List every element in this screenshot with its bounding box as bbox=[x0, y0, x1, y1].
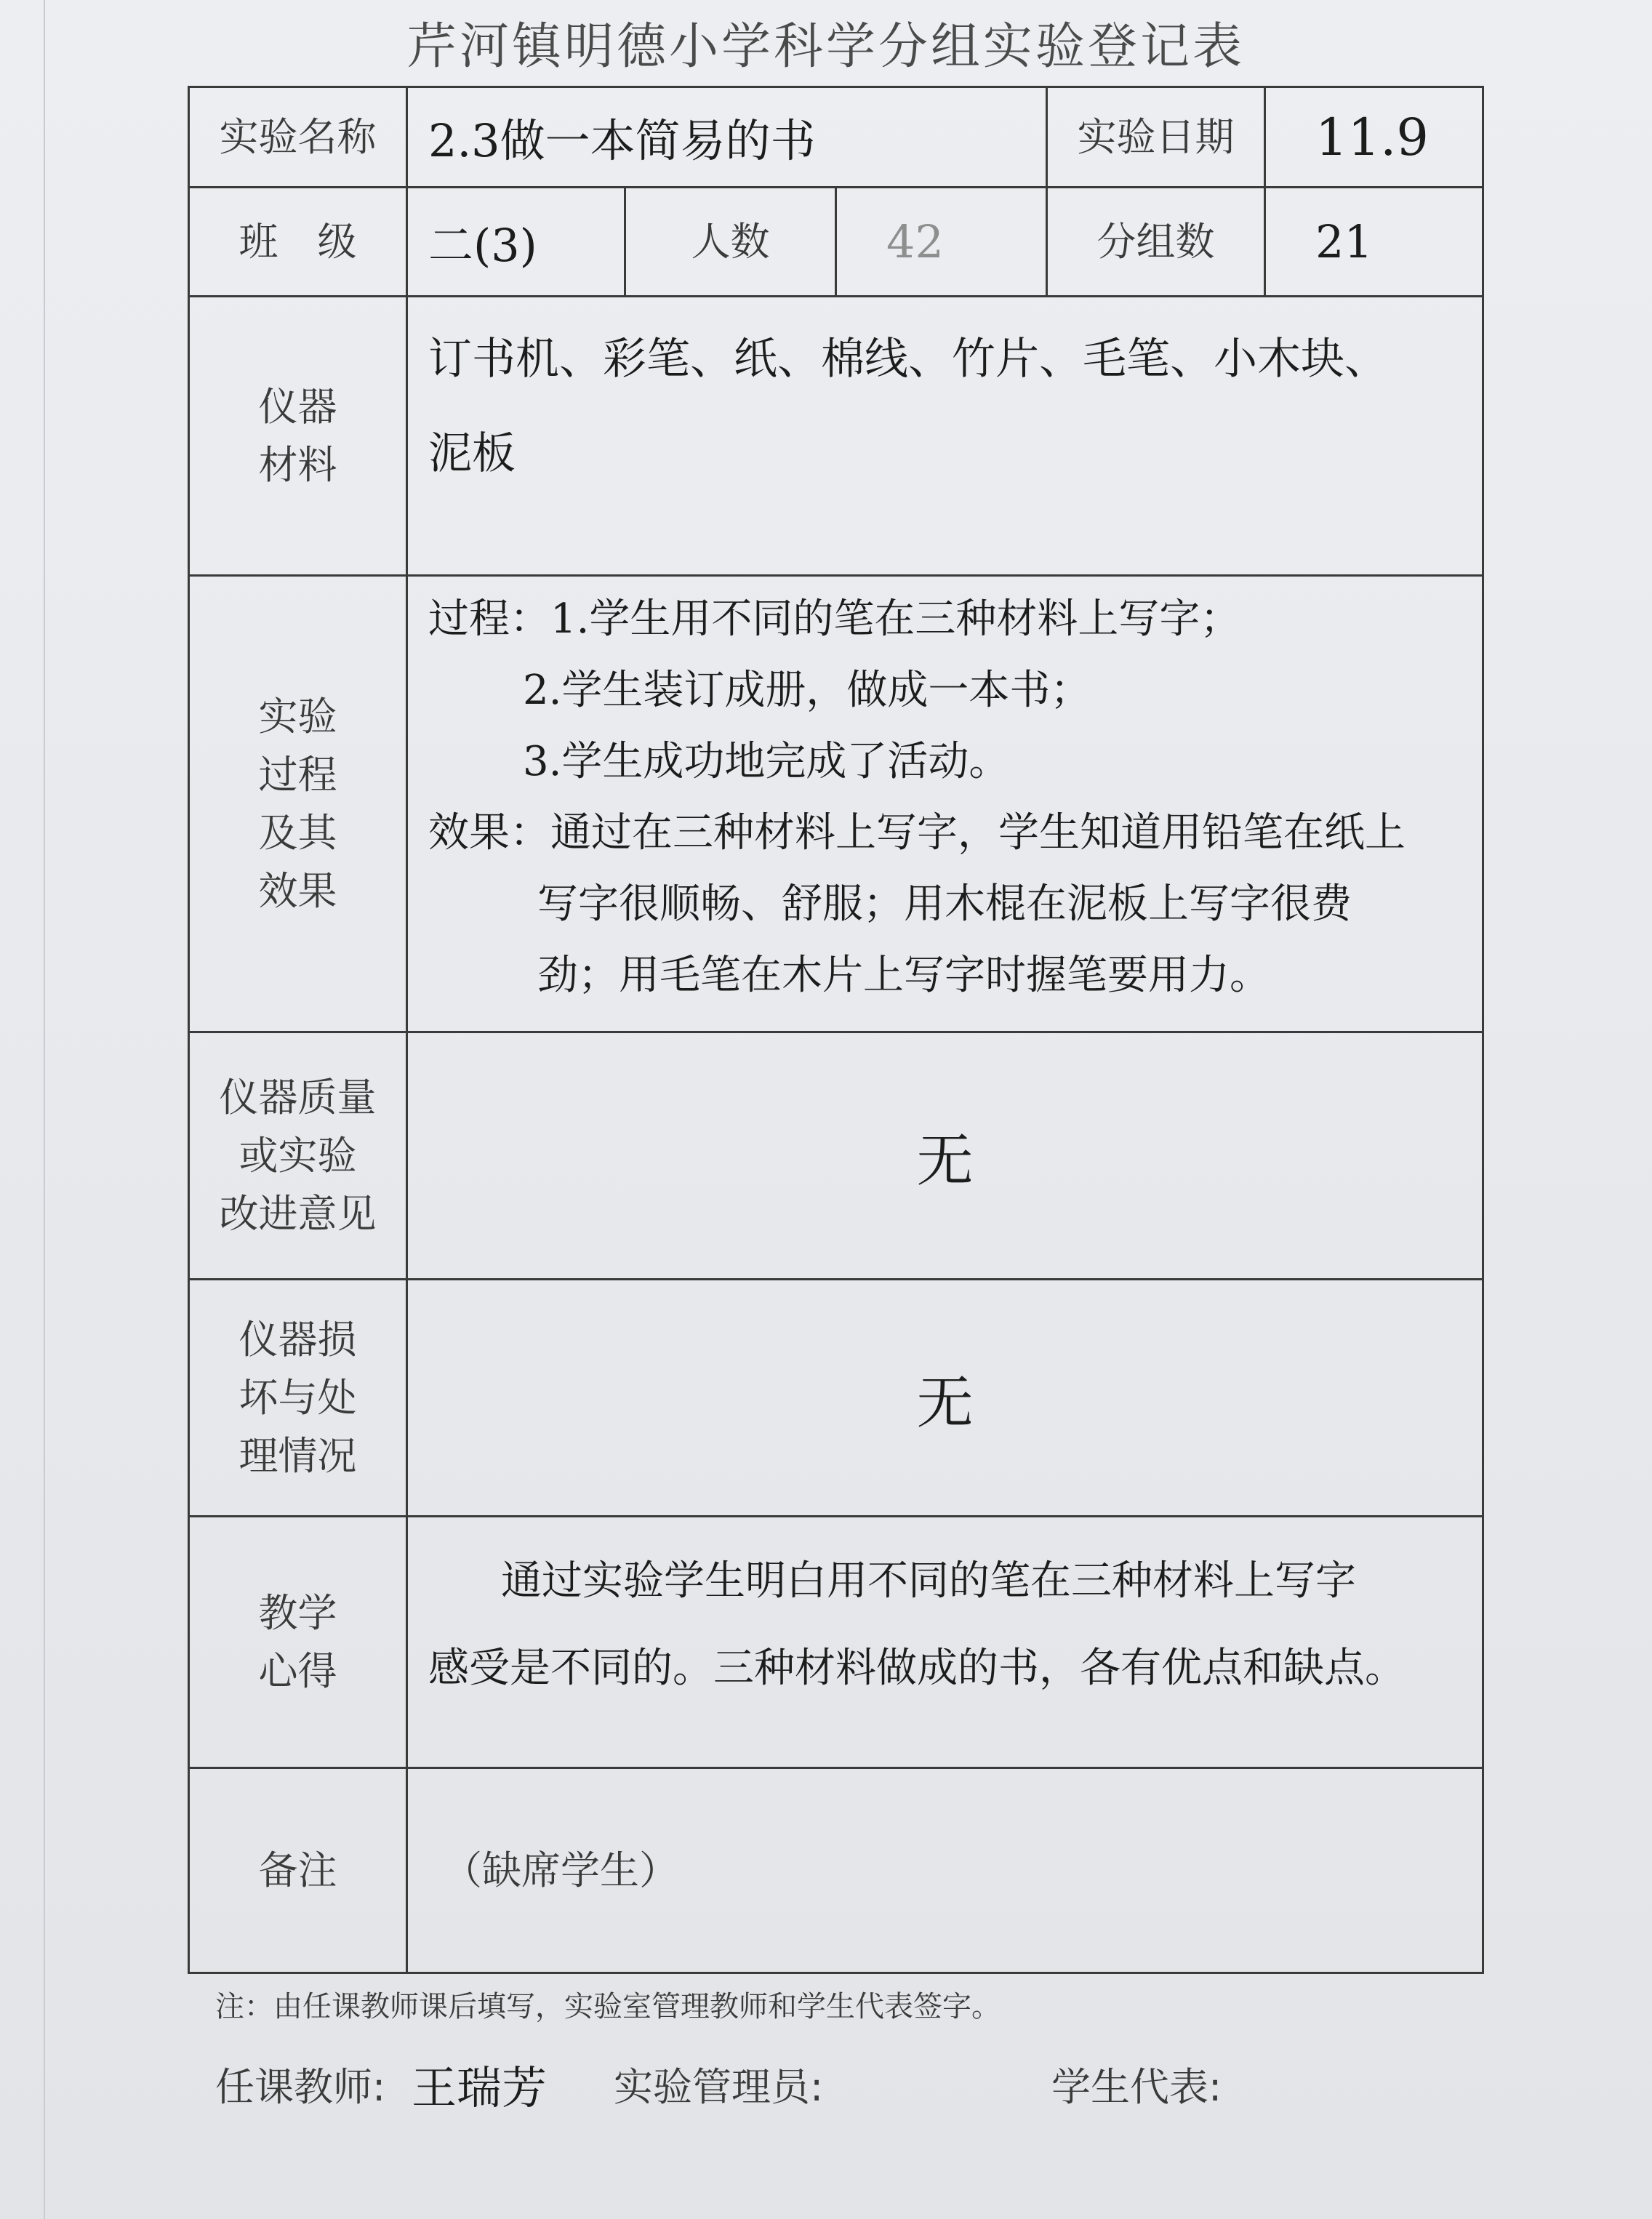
label-equipment-line: 仪器 bbox=[258, 383, 337, 430]
label-process bbox=[189, 576, 407, 1032]
value-class: 二(3) bbox=[428, 219, 537, 272]
label-process-line: 过程 bbox=[258, 751, 337, 798]
footer-note: 注：由任课教师课后填写，实验室管理教师和学生代表签字。 bbox=[215, 1990, 1001, 2023]
label-damage-line: 仪器损 bbox=[238, 1316, 357, 1363]
effect-line: 效果：通过在三种材料上写字，学生知道用铅笔在纸上 bbox=[428, 809, 1406, 856]
value-teaching-cell bbox=[407, 1517, 1483, 1768]
row-equipment bbox=[189, 297, 1483, 576]
label-experiment-name: 实验名称 bbox=[189, 87, 407, 188]
label-remarks: 备注 bbox=[189, 1768, 407, 1973]
process-line: 2.学生装订成册，做成一本书； bbox=[523, 667, 1091, 714]
registration-table bbox=[188, 86, 1484, 1974]
form-title: 芹河镇明德小学科学分组实验登记表 bbox=[407, 18, 1246, 76]
value-quality: 无 bbox=[407, 1032, 1483, 1280]
label-damage bbox=[189, 1280, 407, 1517]
label-teaching bbox=[189, 1517, 407, 1768]
equipment-line: 泥板 bbox=[428, 428, 516, 479]
page-fold-edge bbox=[44, 0, 45, 2219]
row-damage bbox=[189, 1280, 1483, 1517]
value-experiment-date: 11.9 bbox=[1315, 107, 1429, 167]
label-people-count: 人数 bbox=[625, 188, 836, 297]
label-teaching-line: 心得 bbox=[258, 1648, 337, 1694]
teaching-line: 通过实验学生明白用不同的笔在三种材料上写字 bbox=[501, 1557, 1356, 1605]
label-quality bbox=[189, 1032, 407, 1280]
label-equipment bbox=[189, 297, 407, 576]
row-process bbox=[189, 576, 1483, 1032]
teacher-signature: 王瑞芳 bbox=[412, 2061, 548, 2114]
label-process-line: 及其 bbox=[258, 809, 337, 856]
process-line: 过程：1.学生用不同的笔在三种材料上写字； bbox=[428, 595, 1241, 643]
row-quality bbox=[189, 1032, 1483, 1280]
value-remarks: （缺席学生） bbox=[443, 1847, 678, 1893]
value-experiment-name: 2.3做一本简易的书 bbox=[428, 114, 816, 167]
value-remarks-cell bbox=[407, 1768, 1483, 1973]
label-equipment-line: 材料 bbox=[258, 441, 337, 488]
label-process-line: 实验 bbox=[258, 693, 337, 739]
value-process-cell bbox=[407, 576, 1483, 1032]
label-damage-line: 坏与处 bbox=[238, 1374, 357, 1421]
row-class-info bbox=[189, 188, 1483, 297]
teacher-label: 任课教师: bbox=[215, 2064, 386, 2110]
row-remarks bbox=[189, 1768, 1483, 1973]
value-group-count-cell bbox=[1265, 188, 1483, 297]
value-people-count: 42 bbox=[886, 215, 944, 268]
value-experiment-date-cell bbox=[1265, 87, 1483, 188]
row-teaching bbox=[189, 1517, 1483, 1768]
label-quality-line: 或实验 bbox=[238, 1132, 357, 1179]
value-equipment-cell bbox=[407, 297, 1483, 576]
value-people-count-cell bbox=[836, 188, 1047, 297]
label-group-count: 分组数 bbox=[1047, 188, 1265, 297]
admin-label: 实验管理员: bbox=[614, 2064, 824, 2110]
label-class: 班 级 bbox=[189, 188, 407, 297]
label-teaching-line: 教学 bbox=[258, 1589, 337, 1636]
label-process-line: 效果 bbox=[258, 867, 337, 914]
value-damage: 无 bbox=[407, 1280, 1483, 1517]
value-class-cell bbox=[407, 188, 625, 297]
signature-row bbox=[215, 2056, 1379, 2122]
value-group-count: 21 bbox=[1315, 215, 1373, 268]
label-experiment-date: 实验日期 bbox=[1047, 87, 1265, 188]
process-line: 3.学生成功地完成了活动。 bbox=[523, 738, 1010, 785]
row-experiment-name bbox=[189, 87, 1483, 188]
label-quality-line: 仪器质量 bbox=[219, 1074, 377, 1120]
effect-line: 写字很顺畅、舒服；用木棍在泥板上写字很费 bbox=[537, 880, 1352, 928]
student-label: 学生代表: bbox=[1051, 2064, 1222, 2110]
label-damage-line: 理情况 bbox=[238, 1432, 357, 1479]
value-experiment-name-cell bbox=[407, 87, 1047, 188]
equipment-line: 订书机、彩笔、纸、棉线、竹片、毛笔、小木块、 bbox=[428, 334, 1388, 385]
teaching-line: 感受是不同的。三种材料做成的书，各有优点和缺点。 bbox=[428, 1645, 1406, 1692]
label-quality-line: 改进意见 bbox=[219, 1190, 377, 1237]
effect-line: 劲；用毛笔在木片上写字时握笔要用力。 bbox=[537, 952, 1270, 999]
